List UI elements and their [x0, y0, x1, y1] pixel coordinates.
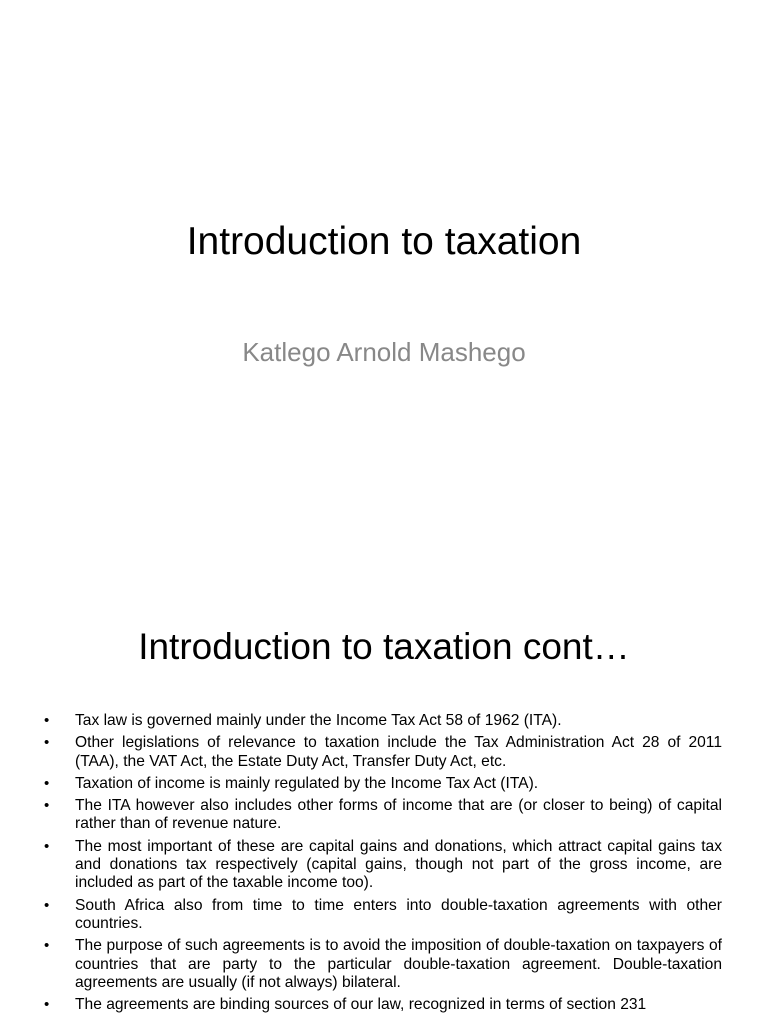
bullet-icon: • — [44, 937, 50, 955]
bullet-text: Other legislations of relevance to taxation include the Tax Administration Act 28 of 2011 (TAA), the VAT Act, the Estate Duty Act, Transfer Duty Act, etc. — [75, 734, 722, 770]
slide-subtitle-author: Katlego Arnold Mashego — [242, 337, 526, 367]
bullet-icon: • — [44, 774, 50, 792]
content-slide-title: Introduction to taxation cont… — [138, 626, 630, 667]
bullet-item — [44, 712, 722, 730]
bullet-icon: • — [44, 734, 50, 752]
slide-title: Introduction to taxation — [186, 220, 582, 263]
bullet-text: The agreements are binding sources of our law, recognized in terms of section 231 — [75, 996, 647, 1014]
bullet-text: Tax law is governed mainly under the Income Tax Act 58 of 1962 (ITA). — [75, 712, 562, 729]
bullet-text: The purpose of such agreements is to avoid the imposition of double-taxation on taxpayers of countries that are party to the particular double-taxation agreement. Double-taxation agreements are usually (if not always) bilateral. — [75, 937, 722, 991]
bullet-icon: • — [44, 896, 50, 914]
bullet-text: The ITA however also includes other forms of income that are (or closer to being) of capital rather than of revenue nature. — [75, 797, 722, 833]
bullet-item — [44, 897, 722, 934]
bullet-icon: • — [44, 797, 50, 815]
content-slide — [0, 576, 768, 1024]
bullet-icon: • — [44, 837, 50, 855]
bullet-icon: • — [44, 996, 50, 1014]
bullet-item — [44, 996, 722, 1014]
bullet-text: The most important of these are capital gains and donations, which attract capital gains tax and donations tax respectively (capital gains, though not part of the gross income, are included as part of the taxable income too). — [75, 837, 722, 892]
bullet-text: Taxation of income is mainly regulated by the Income Tax Act (ITA). — [75, 774, 539, 792]
bullet-item — [44, 775, 722, 793]
bullet-text: South Africa also from time to time enters into double-taxation agreements with other countries. — [75, 896, 722, 932]
bullet-icon: • — [44, 712, 50, 729]
bullet-item — [44, 937, 722, 992]
bullet-item — [44, 797, 722, 834]
bullet-list — [44, 712, 722, 1018]
bullet-item — [44, 734, 722, 771]
bullet-item — [44, 838, 722, 893]
